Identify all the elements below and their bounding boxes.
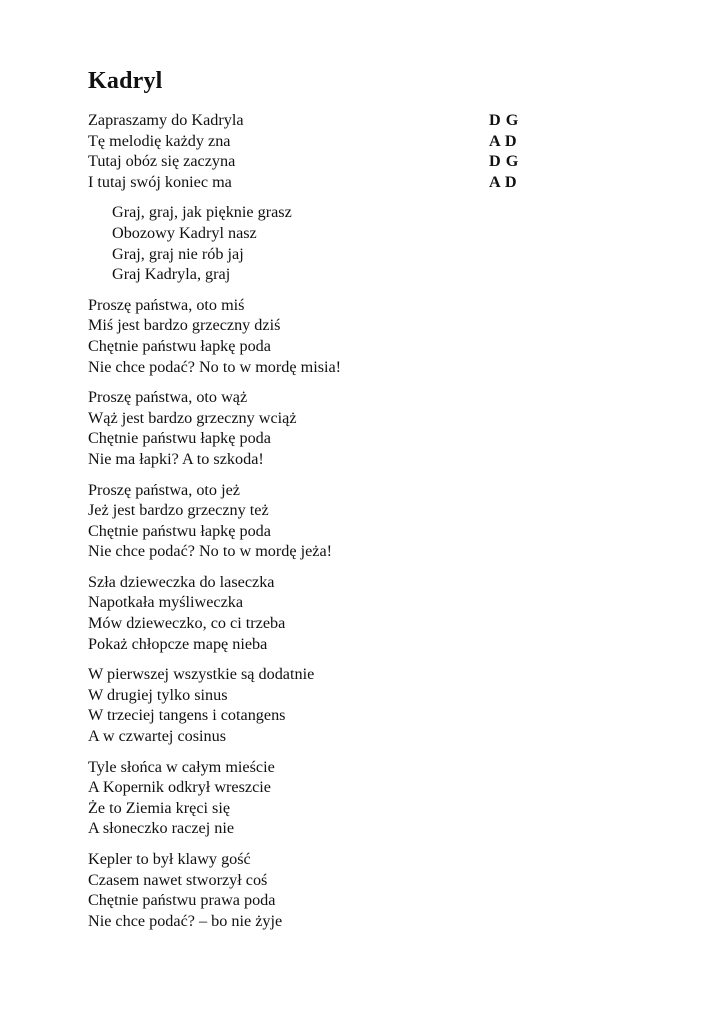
lyric-line xyxy=(88,336,648,357)
lyric-line xyxy=(88,870,648,891)
lyric-line xyxy=(88,521,648,542)
lyric-line xyxy=(88,592,648,613)
lyric-text: Że to Ziemia kręci się xyxy=(88,798,231,817)
verse-stanza xyxy=(88,480,648,562)
lyric-text: W trzeciej tangens i cotangens xyxy=(88,706,286,725)
lyric-text: Nie ma łapki? A to szkoda! xyxy=(88,449,264,468)
lyric-line xyxy=(88,705,648,726)
lyric-line xyxy=(88,131,648,152)
lyric-line xyxy=(88,613,648,634)
lyric-line xyxy=(88,387,648,408)
lyric-line xyxy=(88,357,648,378)
chord-label: A D xyxy=(489,131,518,150)
lyric-text: Mów dzieweczko, co ci trzeba xyxy=(88,614,286,633)
lyric-text: Czasem nawet stworzył coś xyxy=(88,870,268,889)
verse-stanza xyxy=(88,572,648,654)
chord-label: D G xyxy=(489,111,519,129)
lyric-line xyxy=(88,480,648,501)
lyric-text: Tyle słońca w całym mieście xyxy=(88,757,275,776)
lyric-text: Graj Kadryla, graj xyxy=(112,265,231,284)
lyric-text: Graj, graj, jak pięknie grasz xyxy=(112,203,292,222)
chorus-stanza xyxy=(88,202,648,284)
song-title: Kadryl xyxy=(88,68,163,94)
lyric-text: W pierwszej wszystkie są dodatnie xyxy=(88,665,315,684)
lyric-text: A słoneczko raczej nie xyxy=(88,819,235,838)
lyric-line xyxy=(88,777,648,798)
lyric-text: Tutaj obóz się zaczyna xyxy=(88,152,236,171)
lyric-line xyxy=(88,634,648,655)
verse-stanza xyxy=(88,295,648,377)
chord-label: A D xyxy=(489,172,518,191)
lyric-text: I tutaj swój koniec ma xyxy=(88,172,232,191)
verse-stanza xyxy=(88,387,648,469)
lyric-line xyxy=(88,500,648,521)
lyric-text: Graj, graj nie rób jaj xyxy=(112,244,244,263)
chord-label: D G xyxy=(489,152,519,171)
lyric-text: Obozowy Kadryl nasz xyxy=(112,223,257,242)
lyric-line xyxy=(88,408,648,429)
lyric-line xyxy=(88,202,648,223)
lyric-line xyxy=(88,685,648,706)
lyric-line xyxy=(88,295,648,316)
lyric-text: Proszę państwa, oto jeż xyxy=(88,480,240,499)
lyric-text: Pokaż chłopcze mapę nieba xyxy=(88,634,268,653)
lyric-text: Szła dzieweczka do laseczka xyxy=(88,572,275,591)
lyric-text: Nie chce podać? No to w mordę misia! xyxy=(88,357,342,376)
song-body xyxy=(88,110,648,931)
lyric-text: Nie chce podać? No to w mordę jeża! xyxy=(88,542,333,561)
verse-stanza xyxy=(88,757,648,839)
lyric-line xyxy=(88,798,648,819)
lyric-text: Zapraszamy do Kadryla xyxy=(88,111,244,129)
verse-stanza xyxy=(88,110,648,192)
lyric-line xyxy=(88,818,648,839)
lyric-line xyxy=(88,223,648,244)
lyric-line xyxy=(88,541,648,562)
lyric-text: Miś jest bardzo grzeczny dziś xyxy=(88,316,281,335)
lyric-text: Jeż jest bardzo grzeczny też xyxy=(88,501,269,520)
lyric-text: A w czwartej cosinus xyxy=(88,727,227,746)
lyric-text: Wąż jest bardzo grzeczny wciąż xyxy=(88,408,297,427)
lyric-line xyxy=(88,449,648,470)
lyric-line xyxy=(88,315,648,336)
lyric-line xyxy=(88,849,648,870)
lyric-line xyxy=(88,428,648,449)
verse-stanza xyxy=(88,664,648,746)
lyric-line xyxy=(88,172,648,193)
lyric-text: W drugiej tylko sinus xyxy=(88,685,228,704)
lyric-text: Chętnie państwu łapkę poda xyxy=(88,429,271,448)
lyric-text: Chętnie państwu łapkę poda xyxy=(88,336,271,355)
lyric-text: Chętnie państwu prawa poda xyxy=(88,891,276,910)
lyric-line xyxy=(88,726,648,747)
lyric-text: Napotkała myśliweczka xyxy=(88,593,244,612)
lyric-line xyxy=(88,572,648,593)
lyric-line xyxy=(88,664,648,685)
lyric-text: Proszę państwa, oto wąż xyxy=(88,388,248,407)
lyric-line xyxy=(88,757,648,778)
lyric-text: A Kopernik odkrył wreszcie xyxy=(88,778,271,797)
lyric-text: Chętnie państwu łapkę poda xyxy=(88,521,271,540)
lyric-line xyxy=(88,151,648,172)
lyric-text: Tę melodię każdy zna xyxy=(88,131,231,150)
lyric-text: Nie chce podać? – bo nie żyje xyxy=(88,911,283,930)
lyric-line xyxy=(88,890,648,911)
lyric-text: Kepler to był klawy gość xyxy=(88,850,251,868)
song-page xyxy=(88,66,648,941)
lyric-line xyxy=(88,110,648,131)
verse-stanza xyxy=(88,849,648,931)
lyric-line xyxy=(88,244,648,265)
lyric-text: Proszę państwa, oto miś xyxy=(88,295,245,314)
lyric-line xyxy=(88,911,648,932)
lyric-line xyxy=(88,264,648,285)
